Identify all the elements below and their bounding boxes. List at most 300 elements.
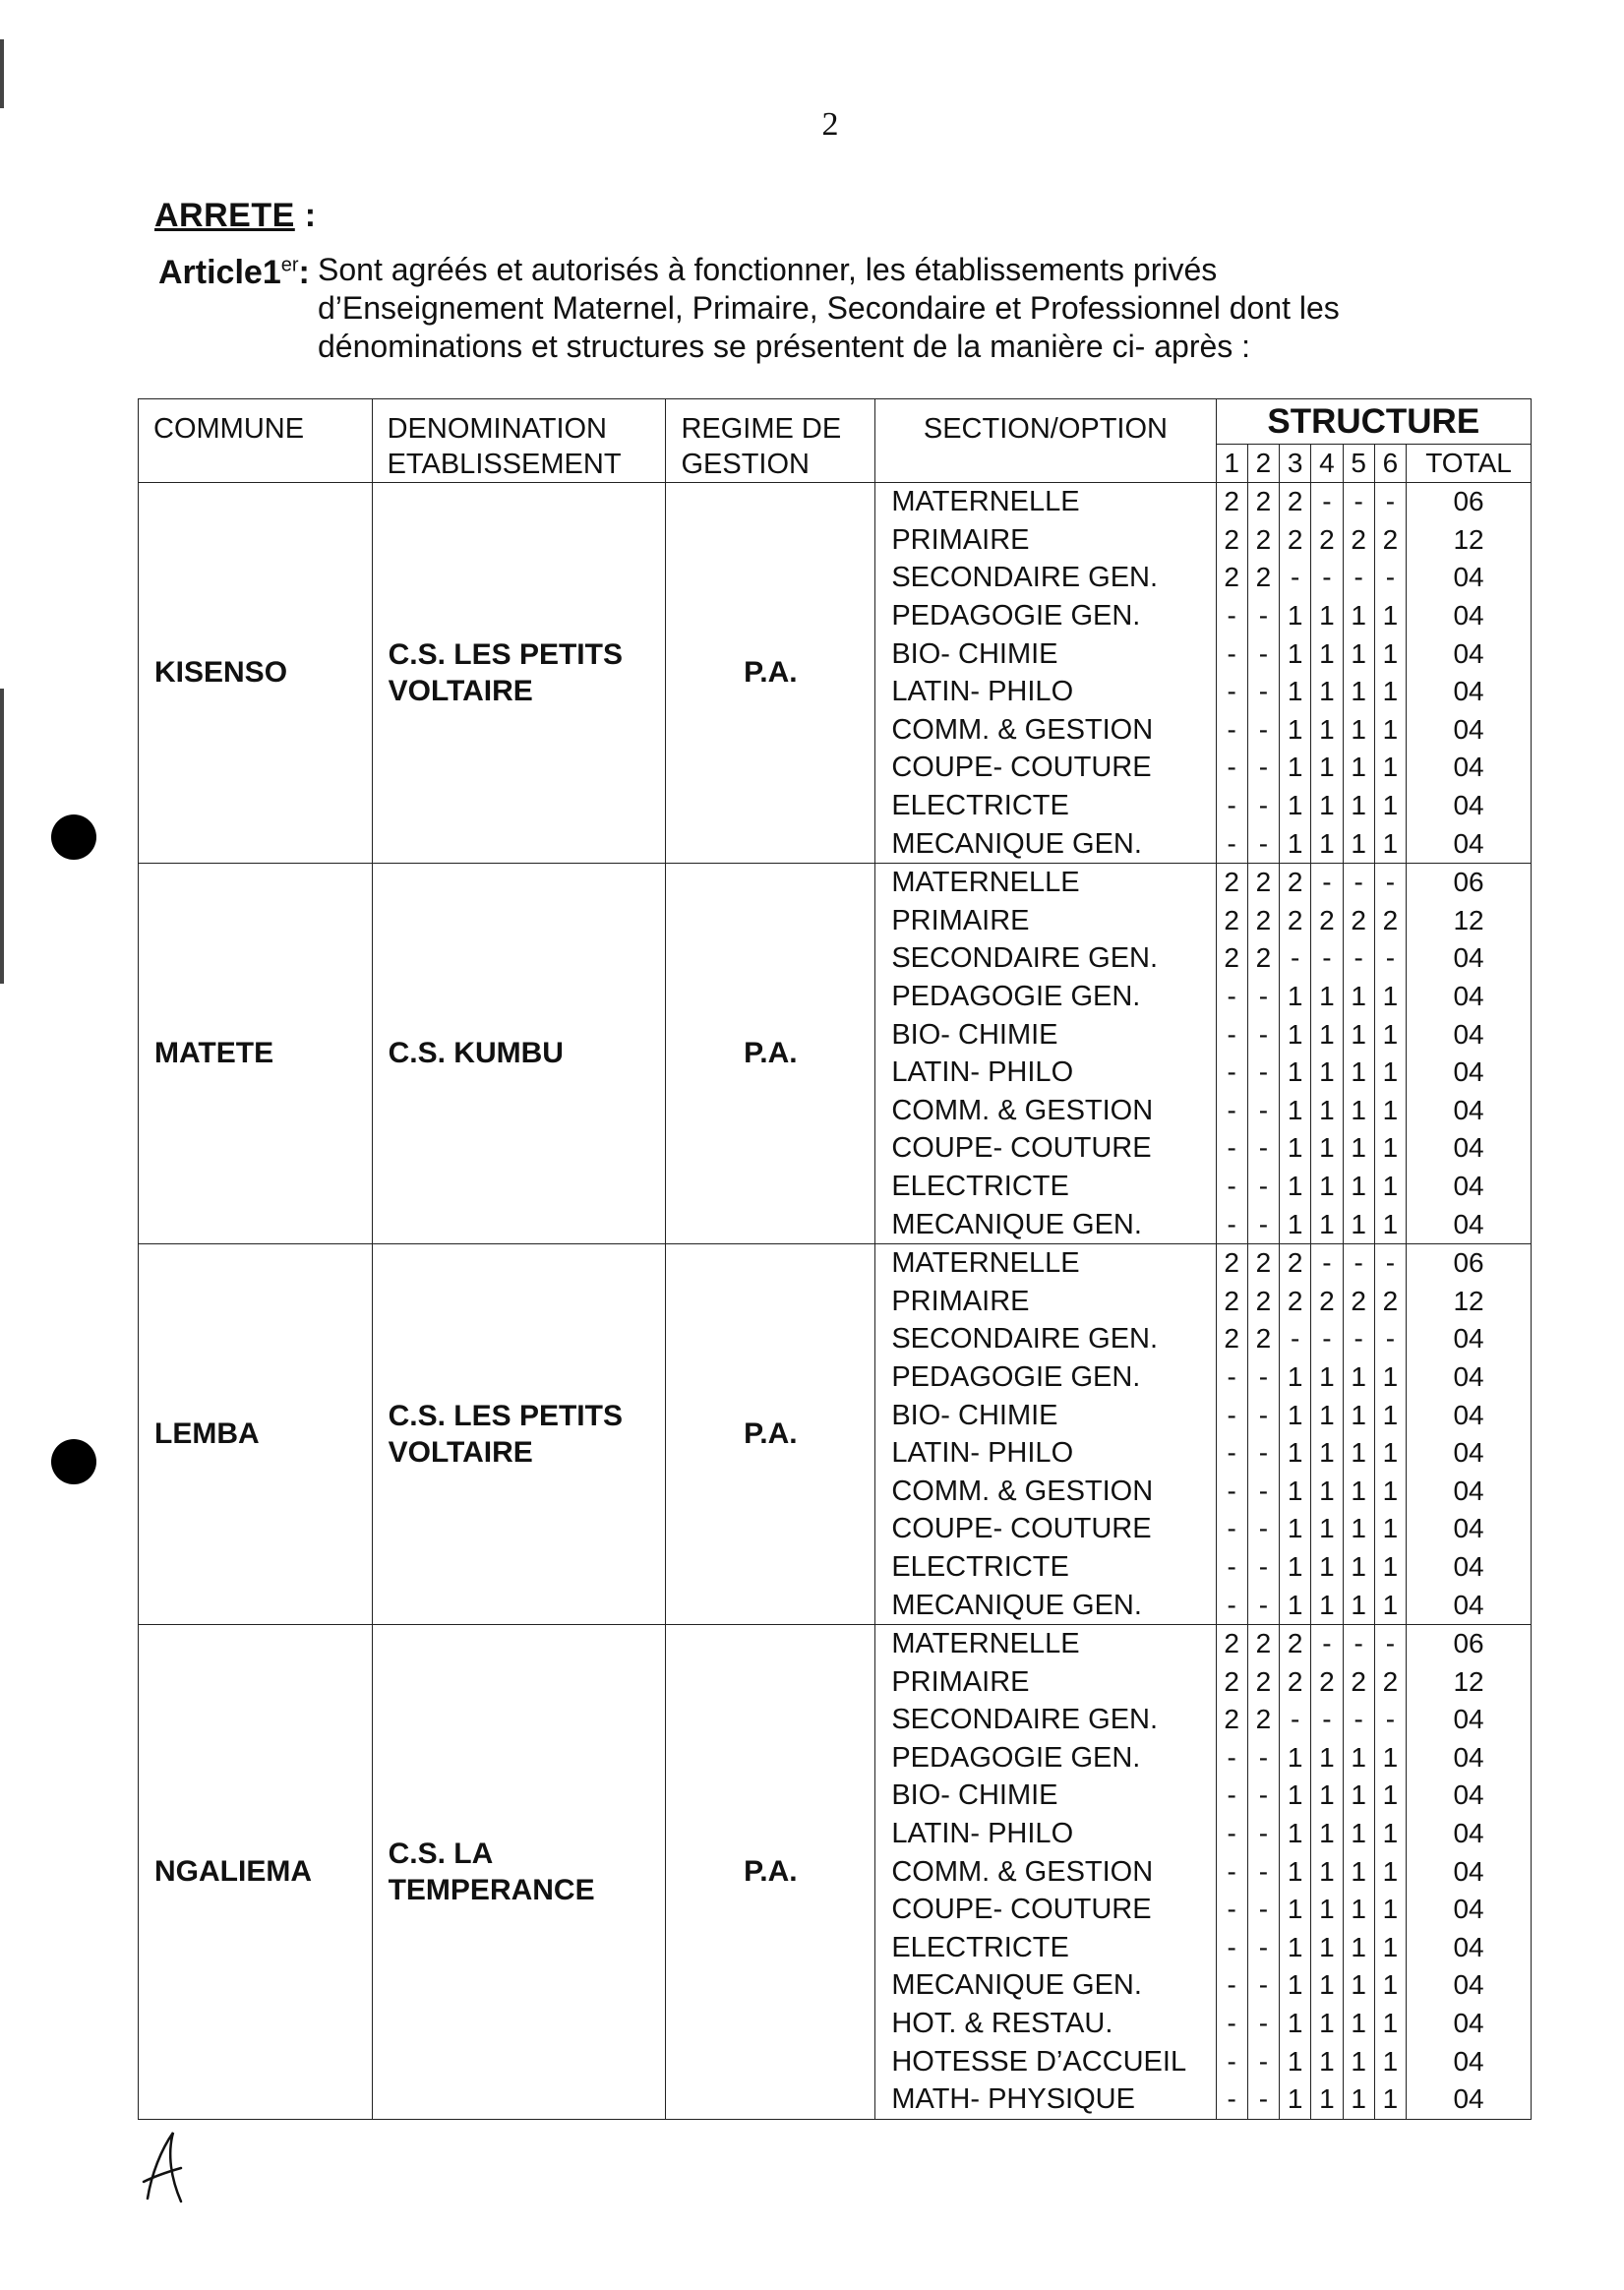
level-4-cell: -: [1311, 1701, 1343, 1739]
level-2-cell: -: [1247, 2080, 1279, 2119]
total-cell: 04: [1407, 1815, 1532, 1853]
level-3-cell: 1: [1280, 749, 1311, 787]
level-4-cell: 1: [1311, 1852, 1343, 1891]
section-cell: SECONDAIRE GEN.: [875, 939, 1216, 978]
level-5-cell: -: [1343, 939, 1374, 978]
level-5-cell: 1: [1343, 1396, 1374, 1434]
article-label-sup: er: [280, 254, 299, 276]
level-3-cell: 1: [1280, 597, 1311, 635]
article-text: [318, 251, 1429, 366]
article-line-3: dénominations et structures se présentent de la manière ci- après :: [318, 329, 1251, 364]
section-cell: BIO- CHIMIE: [875, 1396, 1216, 1434]
regime-cell: P.A.: [666, 483, 875, 864]
total-cell: 04: [1407, 1129, 1532, 1168]
section-cell: COMM. & GESTION: [875, 711, 1216, 750]
level-4-cell: 1: [1311, 1358, 1343, 1397]
section-cell: MECANIQUE GEN.: [875, 1205, 1216, 1243]
total-cell: 04: [1407, 1396, 1532, 1434]
level-4-cell: 1: [1311, 1129, 1343, 1168]
level-2-cell: -: [1247, 1929, 1279, 1967]
level-3-cell: 1: [1280, 1891, 1311, 1929]
table-row: [139, 1243, 1532, 1282]
level-5-cell: 1: [1343, 1548, 1374, 1587]
header-level-6: 6: [1374, 445, 1406, 483]
level-6-cell: 2: [1374, 902, 1406, 940]
level-4-cell: 2: [1311, 1662, 1343, 1701]
section-cell: MATH- PHYSIQUE: [875, 2080, 1216, 2119]
level-4-cell: -: [1311, 1243, 1343, 1282]
commune-cell: NGALIEMA: [139, 1624, 373, 2119]
total-cell: 04: [1407, 1054, 1532, 1092]
level-2-cell: 2: [1247, 1282, 1279, 1320]
level-1-cell: -: [1216, 1205, 1247, 1243]
level-6-cell: 1: [1374, 597, 1406, 635]
total-cell: 04: [1407, 939, 1532, 978]
level-5-cell: 2: [1343, 1282, 1374, 1320]
level-5-cell: 1: [1343, 2042, 1374, 2080]
level-2-cell: -: [1247, 1891, 1279, 1929]
level-6-cell: 1: [1374, 1929, 1406, 1967]
level-2-cell: -: [1247, 1777, 1279, 1815]
total-cell: 04: [1407, 711, 1532, 750]
level-4-cell: 1: [1311, 1092, 1343, 1130]
article-label: [158, 254, 310, 292]
regime-cell: P.A.: [666, 1624, 875, 2119]
level-4-cell: 1: [1311, 1929, 1343, 1967]
section-cell: HOTESSE D’ACCUEIL: [875, 2042, 1216, 2080]
total-cell: 04: [1407, 1510, 1532, 1548]
total-cell: 04: [1407, 1092, 1532, 1130]
table-row: [139, 863, 1532, 901]
level-6-cell: 1: [1374, 1586, 1406, 1624]
level-5-cell: -: [1343, 1624, 1374, 1662]
level-5-cell: 2: [1343, 902, 1374, 940]
section-cell: MATERNELLE: [875, 1624, 1216, 1662]
level-1-cell: 2: [1216, 863, 1247, 901]
level-6-cell: 1: [1374, 1891, 1406, 1929]
level-2-cell: 2: [1247, 1701, 1279, 1739]
commune-cell: MATETE: [139, 863, 373, 1243]
level-3-cell: 1: [1280, 2042, 1311, 2080]
level-2-cell: -: [1247, 1015, 1279, 1054]
level-6-cell: 1: [1374, 1777, 1406, 1815]
level-5-cell: 1: [1343, 1205, 1374, 1243]
level-6-cell: 1: [1374, 978, 1406, 1016]
level-6-cell: 1: [1374, 749, 1406, 787]
level-1-cell: -: [1216, 711, 1247, 750]
level-1-cell: -: [1216, 1739, 1247, 1778]
level-1-cell: 2: [1216, 483, 1247, 521]
section-cell: PEDAGOGIE GEN.: [875, 597, 1216, 635]
level-1-cell: -: [1216, 1966, 1247, 2005]
level-6-cell: 1: [1374, 2080, 1406, 2119]
level-4-cell: 1: [1311, 1396, 1343, 1434]
section-cell: COUPE- COUTURE: [875, 749, 1216, 787]
decree-heading-colon: :: [294, 197, 317, 234]
level-6-cell: 2: [1374, 1282, 1406, 1320]
level-1-cell: -: [1216, 1510, 1247, 1548]
level-4-cell: 2: [1311, 902, 1343, 940]
total-cell: 04: [1407, 1015, 1532, 1054]
level-4-cell: 1: [1311, 2042, 1343, 2080]
level-5-cell: 1: [1343, 1472, 1374, 1510]
total-cell: 04: [1407, 1205, 1532, 1243]
level-5-cell: 2: [1343, 1662, 1374, 1701]
level-5-cell: 1: [1343, 1054, 1374, 1092]
level-2-cell: 2: [1247, 939, 1279, 978]
table-header: [139, 399, 1532, 483]
level-6-cell: 1: [1374, 1358, 1406, 1397]
level-4-cell: 1: [1311, 634, 1343, 673]
level-3-cell: 2: [1280, 1662, 1311, 1701]
level-2-cell: -: [1247, 1434, 1279, 1473]
level-6-cell: -: [1374, 1243, 1406, 1282]
level-4-cell: 1: [1311, 1815, 1343, 1853]
level-4-cell: 1: [1311, 1205, 1343, 1243]
section-cell: COMM. & GESTION: [875, 1092, 1216, 1130]
total-cell: 04: [1407, 1891, 1532, 1929]
level-1-cell: -: [1216, 673, 1247, 711]
level-2-cell: -: [1247, 1472, 1279, 1510]
level-2-cell: 2: [1247, 863, 1279, 901]
level-3-cell: 1: [1280, 1358, 1311, 1397]
signature-mark: [138, 2125, 197, 2203]
level-4-cell: 1: [1311, 978, 1343, 1016]
level-1-cell: -: [1216, 824, 1247, 863]
section-cell: ELECTRICTE: [875, 787, 1216, 825]
commune-cell: LEMBA: [139, 1243, 373, 1624]
header-level-3: 3: [1280, 445, 1311, 483]
level-3-cell: 1: [1280, 1739, 1311, 1778]
header-commune: COMMUNE: [139, 399, 373, 483]
total-cell: 04: [1407, 824, 1532, 863]
level-2-cell: -: [1247, 787, 1279, 825]
level-6-cell: 2: [1374, 1662, 1406, 1701]
header-structure: STRUCTURE: [1216, 399, 1531, 445]
schools-table: [138, 398, 1532, 2120]
level-2-cell: -: [1247, 824, 1279, 863]
level-6-cell: 1: [1374, 824, 1406, 863]
header-section: SECTION/OPTION: [875, 399, 1216, 483]
level-2-cell: -: [1247, 1548, 1279, 1587]
level-2-cell: -: [1247, 2005, 1279, 2043]
level-1-cell: -: [1216, 1586, 1247, 1624]
total-cell: 04: [1407, 787, 1532, 825]
level-3-cell: 1: [1280, 673, 1311, 711]
level-3-cell: 2: [1280, 521, 1311, 560]
level-4-cell: 1: [1311, 824, 1343, 863]
level-2-cell: 2: [1247, 1624, 1279, 1662]
level-3-cell: 1: [1280, 787, 1311, 825]
total-cell: 04: [1407, 1929, 1532, 1967]
level-5-cell: -: [1343, 1243, 1374, 1282]
level-6-cell: -: [1374, 483, 1406, 521]
level-1-cell: 2: [1216, 902, 1247, 940]
level-6-cell: 1: [1374, 711, 1406, 750]
level-4-cell: 1: [1311, 1054, 1343, 1092]
total-cell: 04: [1407, 1548, 1532, 1587]
level-4-cell: 1: [1311, 1168, 1343, 1206]
total-cell: 04: [1407, 597, 1532, 635]
level-5-cell: 1: [1343, 1510, 1374, 1548]
level-1-cell: -: [1216, 2042, 1247, 2080]
level-5-cell: 1: [1343, 978, 1374, 1016]
level-1-cell: 2: [1216, 1624, 1247, 1662]
level-5-cell: 1: [1343, 1129, 1374, 1168]
level-2-cell: -: [1247, 1168, 1279, 1206]
table-row: [139, 1624, 1532, 1662]
level-4-cell: -: [1311, 1320, 1343, 1358]
total-cell: 04: [1407, 1777, 1532, 1815]
level-5-cell: 1: [1343, 1168, 1374, 1206]
level-2-cell: 2: [1247, 1320, 1279, 1358]
level-1-cell: 2: [1216, 939, 1247, 978]
level-4-cell: 1: [1311, 1777, 1343, 1815]
section-cell: PRIMAIRE: [875, 902, 1216, 940]
level-1-cell: -: [1216, 978, 1247, 1016]
level-5-cell: 1: [1343, 1015, 1374, 1054]
total-cell: 12: [1407, 1662, 1532, 1701]
total-cell: 04: [1407, 1434, 1532, 1473]
section-cell: ELECTRICTE: [875, 1548, 1216, 1587]
header-level-2: 2: [1247, 445, 1279, 483]
level-6-cell: 1: [1374, 1472, 1406, 1510]
level-2-cell: 2: [1247, 1662, 1279, 1701]
total-cell: 06: [1407, 483, 1532, 521]
level-5-cell: 1: [1343, 824, 1374, 863]
level-2-cell: 2: [1247, 559, 1279, 597]
punch-hole-mark: [51, 814, 96, 860]
section-cell: MATERNELLE: [875, 483, 1216, 521]
level-1-cell: -: [1216, 1852, 1247, 1891]
level-4-cell: 1: [1311, 1434, 1343, 1473]
level-3-cell: 1: [1280, 2080, 1311, 2119]
level-4-cell: 1: [1311, 1548, 1343, 1587]
total-cell: 12: [1407, 521, 1532, 560]
header-level-1: 1: [1216, 445, 1247, 483]
section-cell: ELECTRICTE: [875, 1929, 1216, 1967]
level-2-cell: -: [1247, 978, 1279, 1016]
section-cell: HOT. & RESTAU.: [875, 2005, 1216, 2043]
level-1-cell: 2: [1216, 1243, 1247, 1282]
level-4-cell: 1: [1311, 787, 1343, 825]
total-cell: 04: [1407, 673, 1532, 711]
level-1-cell: -: [1216, 2080, 1247, 2119]
level-3-cell: 1: [1280, 1966, 1311, 2005]
level-4-cell: 2: [1311, 1282, 1343, 1320]
level-2-cell: -: [1247, 1205, 1279, 1243]
section-cell: BIO- CHIMIE: [875, 634, 1216, 673]
level-1-cell: 2: [1216, 1662, 1247, 1701]
level-1-cell: -: [1216, 749, 1247, 787]
level-5-cell: 1: [1343, 711, 1374, 750]
level-5-cell: 1: [1343, 1358, 1374, 1397]
level-3-cell: 1: [1280, 1777, 1311, 1815]
section-cell: COUPE- COUTURE: [875, 1510, 1216, 1548]
level-2-cell: -: [1247, 1815, 1279, 1853]
level-3-cell: 1: [1280, 978, 1311, 1016]
level-6-cell: 1: [1374, 1015, 1406, 1054]
level-5-cell: 1: [1343, 1929, 1374, 1967]
scan-edge-mark: [0, 39, 4, 108]
level-6-cell: -: [1374, 1320, 1406, 1358]
section-cell: SECONDAIRE GEN.: [875, 559, 1216, 597]
level-2-cell: -: [1247, 749, 1279, 787]
section-cell: PRIMAIRE: [875, 521, 1216, 560]
level-5-cell: 1: [1343, 1739, 1374, 1778]
level-5-cell: 1: [1343, 597, 1374, 635]
level-2-cell: 2: [1247, 1243, 1279, 1282]
total-cell: 04: [1407, 1168, 1532, 1206]
level-6-cell: -: [1374, 559, 1406, 597]
level-1-cell: -: [1216, 1548, 1247, 1587]
level-5-cell: 1: [1343, 2080, 1374, 2119]
level-4-cell: -: [1311, 559, 1343, 597]
section-cell: MATERNELLE: [875, 1243, 1216, 1282]
total-cell: 04: [1407, 1701, 1532, 1739]
commune-cell: KISENSO: [139, 483, 373, 864]
level-1-cell: -: [1216, 1777, 1247, 1815]
level-5-cell: 1: [1343, 1092, 1374, 1130]
level-2-cell: -: [1247, 1092, 1279, 1130]
total-cell: 04: [1407, 559, 1532, 597]
level-3-cell: 2: [1280, 1282, 1311, 1320]
level-1-cell: 2: [1216, 1701, 1247, 1739]
total-cell: 04: [1407, 634, 1532, 673]
level-1-cell: -: [1216, 1396, 1247, 1434]
section-cell: BIO- CHIMIE: [875, 1015, 1216, 1054]
scan-edge-mark: [0, 689, 4, 984]
section-cell: LATIN- PHILO: [875, 1054, 1216, 1092]
total-cell: 04: [1407, 2080, 1532, 2119]
section-cell: COUPE- COUTURE: [875, 1129, 1216, 1168]
total-cell: 04: [1407, 1852, 1532, 1891]
denomination-cell: C.S. LA TEMPERANCE: [372, 1624, 666, 2119]
level-3-cell: 1: [1280, 1510, 1311, 1548]
decree-heading-text: ARRETE: [154, 197, 295, 234]
level-5-cell: -: [1343, 1701, 1374, 1739]
level-5-cell: 1: [1343, 1434, 1374, 1473]
level-3-cell: 1: [1280, 1396, 1311, 1434]
level-6-cell: -: [1374, 863, 1406, 901]
level-4-cell: 1: [1311, 1966, 1343, 2005]
decree-heading: [154, 197, 317, 235]
level-5-cell: 2: [1343, 521, 1374, 560]
level-3-cell: 1: [1280, 1929, 1311, 1967]
level-6-cell: 1: [1374, 673, 1406, 711]
total-cell: 04: [1407, 1472, 1532, 1510]
level-4-cell: 1: [1311, 2080, 1343, 2119]
level-3-cell: -: [1280, 1701, 1311, 1739]
level-6-cell: 1: [1374, 1129, 1406, 1168]
section-cell: MATERNELLE: [875, 863, 1216, 901]
level-3-cell: 1: [1280, 634, 1311, 673]
level-4-cell: 1: [1311, 1739, 1343, 1778]
level-1-cell: -: [1216, 597, 1247, 635]
header-regime: REGIME DE GESTION: [666, 399, 875, 483]
level-5-cell: -: [1343, 1320, 1374, 1358]
level-6-cell: 1: [1374, 1966, 1406, 2005]
level-3-cell: -: [1280, 559, 1311, 597]
level-3-cell: -: [1280, 939, 1311, 978]
level-5-cell: 1: [1343, 1852, 1374, 1891]
level-6-cell: 1: [1374, 1815, 1406, 1853]
level-6-cell: 1: [1374, 1434, 1406, 1473]
level-1-cell: -: [1216, 1015, 1247, 1054]
section-cell: PEDAGOGIE GEN.: [875, 978, 1216, 1016]
denomination-cell: C.S. LES PETITS VOLTAIRE: [372, 1243, 666, 1624]
level-6-cell: 1: [1374, 1739, 1406, 1778]
level-2-cell: -: [1247, 1396, 1279, 1434]
level-2-cell: 2: [1247, 521, 1279, 560]
level-4-cell: 1: [1311, 1510, 1343, 1548]
punch-hole-mark: [51, 1439, 96, 1484]
section-cell: MECANIQUE GEN.: [875, 1586, 1216, 1624]
level-3-cell: 1: [1280, 1852, 1311, 1891]
section-cell: COMM. & GESTION: [875, 1852, 1216, 1891]
level-4-cell: 1: [1311, 1891, 1343, 1929]
level-1-cell: -: [1216, 2005, 1247, 2043]
level-1-cell: -: [1216, 1358, 1247, 1397]
section-cell: MECANIQUE GEN.: [875, 1966, 1216, 2005]
level-6-cell: 1: [1374, 1548, 1406, 1587]
level-3-cell: 1: [1280, 1054, 1311, 1092]
level-4-cell: -: [1311, 863, 1343, 901]
level-6-cell: 1: [1374, 1396, 1406, 1434]
total-cell: 04: [1407, 1586, 1532, 1624]
level-3-cell: 2: [1280, 1624, 1311, 1662]
total-cell: 04: [1407, 1320, 1532, 1358]
section-cell: PRIMAIRE: [875, 1282, 1216, 1320]
level-1-cell: 2: [1216, 1282, 1247, 1320]
section-cell: SECONDAIRE GEN.: [875, 1701, 1216, 1739]
level-2-cell: -: [1247, 1054, 1279, 1092]
level-5-cell: 1: [1343, 1815, 1374, 1853]
level-1-cell: -: [1216, 1815, 1247, 1853]
level-3-cell: 1: [1280, 1472, 1311, 1510]
section-cell: ELECTRICTE: [875, 1168, 1216, 1206]
level-6-cell: 1: [1374, 1168, 1406, 1206]
level-3-cell: 1: [1280, 1129, 1311, 1168]
section-cell: LATIN- PHILO: [875, 1815, 1216, 1853]
level-5-cell: 1: [1343, 1777, 1374, 1815]
page-number: 2: [821, 106, 839, 143]
section-cell: PEDAGOGIE GEN.: [875, 1739, 1216, 1778]
level-6-cell: 2: [1374, 521, 1406, 560]
level-3-cell: -: [1280, 1320, 1311, 1358]
section-cell: PRIMAIRE: [875, 1662, 1216, 1701]
total-cell: 12: [1407, 1282, 1532, 1320]
level-4-cell: 1: [1311, 2005, 1343, 2043]
regime-cell: P.A.: [666, 863, 875, 1243]
level-6-cell: -: [1374, 939, 1406, 978]
level-4-cell: 2: [1311, 521, 1343, 560]
section-cell: MECANIQUE GEN.: [875, 824, 1216, 863]
level-1-cell: -: [1216, 1168, 1247, 1206]
level-3-cell: 1: [1280, 1548, 1311, 1587]
header-denomination: DENOMINATION ETABLISSEMENT: [372, 399, 666, 483]
level-1-cell: -: [1216, 1434, 1247, 1473]
level-2-cell: 2: [1247, 902, 1279, 940]
level-4-cell: -: [1311, 483, 1343, 521]
level-1-cell: 2: [1216, 521, 1247, 560]
level-5-cell: -: [1343, 863, 1374, 901]
level-3-cell: 1: [1280, 1015, 1311, 1054]
section-cell: COMM. & GESTION: [875, 1472, 1216, 1510]
article-label-colon: :: [298, 254, 310, 291]
level-1-cell: -: [1216, 1929, 1247, 1967]
level-6-cell: 1: [1374, 787, 1406, 825]
